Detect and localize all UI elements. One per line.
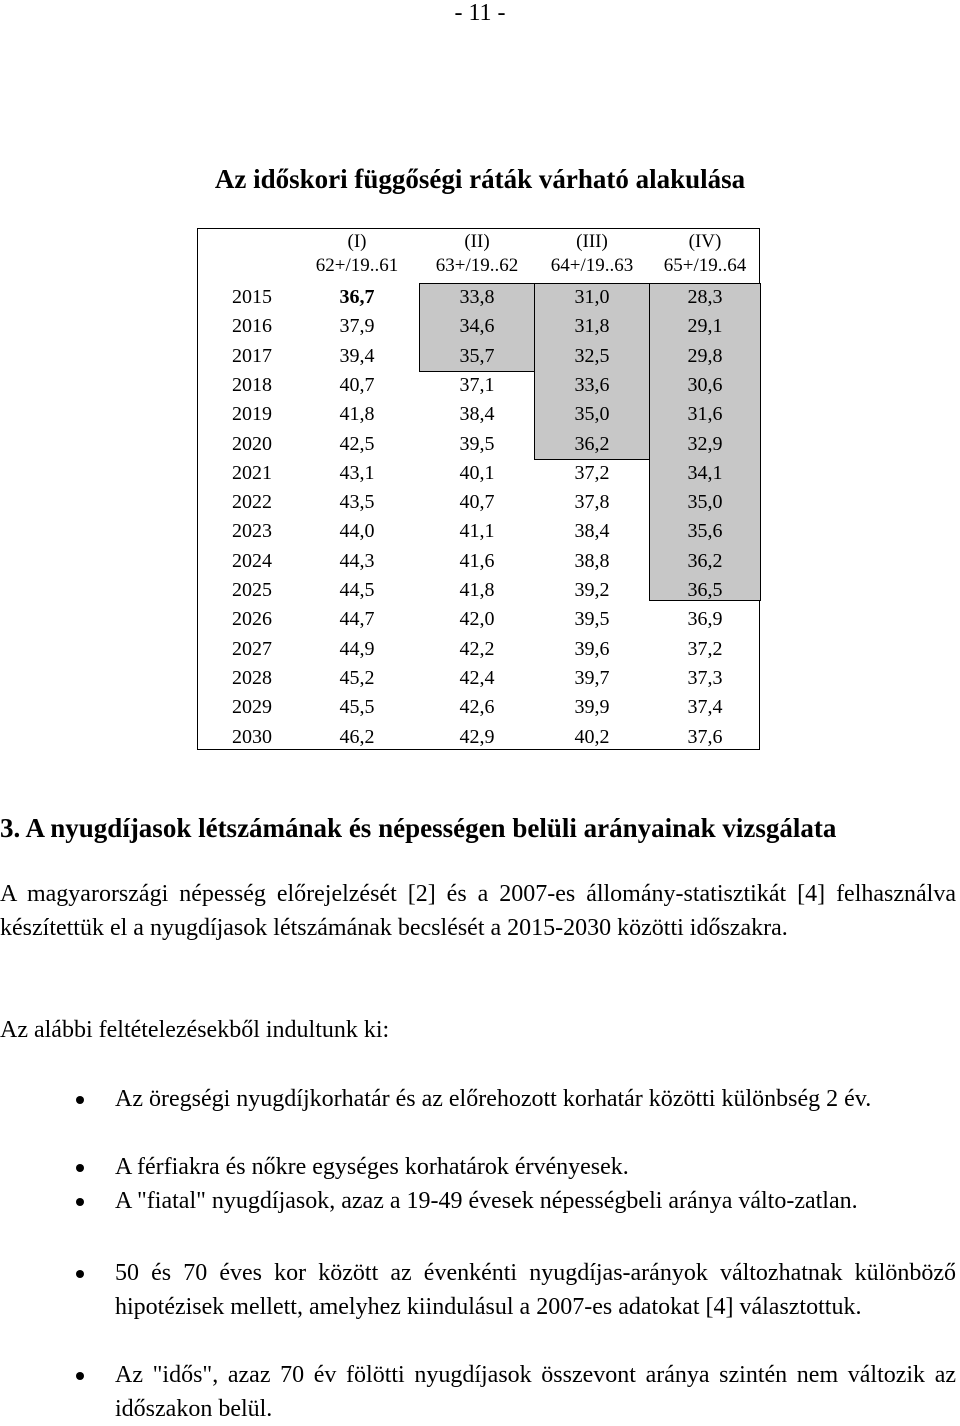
value-cell: 42,2: [459, 637, 495, 660]
value-cell: 34,6: [459, 315, 495, 338]
table-title: Az időskori függőségi ráták várható alakulása: [214, 164, 746, 194]
value-cell: 37,3: [687, 666, 723, 689]
bullet-icon: [76, 1096, 84, 1104]
value-cell: 39,2: [574, 579, 610, 601]
bullet-icon: [76, 1270, 84, 1278]
bullet-item: Az "idős", azaz 70 év fölötti nyugdíjasok összevont aránya szintén nem változik az időszakon belül.: [115, 1362, 956, 1422]
year-cell: 2029: [232, 696, 272, 719]
value-cell: 36,2: [687, 549, 723, 572]
value-cell: 35,6: [687, 520, 723, 543]
column-header-roman: (I): [347, 231, 367, 252]
bullet-item: Az öregségi nyugdíjkorhatár és az előrehozott korhatár közötti különbség 2 év.: [115, 1086, 872, 1112]
value-cell: 31,0: [574, 286, 610, 308]
value-cell: 39,4: [339, 344, 375, 367]
column-header-roman: (II): [464, 231, 490, 252]
column-header-range: 64+/19..63: [550, 255, 634, 276]
value-cell: 40,1: [459, 461, 495, 484]
value-cell: 30,6: [687, 373, 723, 396]
year-cell: 2022: [232, 491, 272, 514]
value-cell: 45,2: [339, 666, 375, 689]
value-cell: 35,0: [687, 491, 723, 514]
value-cell: 41,6: [459, 549, 495, 572]
value-cell: 35,0: [574, 403, 610, 426]
value-cell: 38,4: [459, 403, 495, 426]
value-cell: 36,2: [574, 432, 610, 455]
value-cell: 36,9: [687, 608, 723, 631]
value-cell: 29,1: [687, 315, 723, 338]
bullet-item: A férfiakra és nőkre egységes korhatárok érvényesek.: [115, 1154, 629, 1180]
year-cell: 2024: [232, 549, 272, 572]
value-cell: 42,6: [459, 696, 495, 719]
bullet-icon: [76, 1372, 84, 1380]
assumptions-intro: Az alábbi feltételezésekből indultunk ki:: [0, 1017, 390, 1043]
value-cell: 44,9: [339, 637, 375, 660]
section-heading: 3. A nyugdíjasok létszámának és népességen belüli arányainak vizsgálata: [0, 813, 837, 843]
value-cell: 37,2: [574, 461, 610, 484]
value-cell: 44,7: [339, 608, 375, 631]
value-cell: 41,8: [339, 403, 375, 426]
value-cell: 41,8: [459, 579, 495, 601]
value-cell: 32,9: [687, 432, 723, 455]
value-cell: 41,1: [459, 520, 495, 543]
bullet-icon: [76, 1164, 84, 1172]
value-cell: 39,7: [574, 666, 610, 689]
value-cell: 28,3: [687, 286, 723, 308]
column-header-roman: (IV): [688, 231, 722, 252]
year-cell: 2019: [232, 403, 272, 426]
value-cell: 43,5: [339, 491, 375, 514]
value-cell: 44,0: [339, 520, 375, 543]
value-cell: 33,6: [574, 373, 610, 396]
value-cell: 42,9: [459, 725, 495, 748]
value-cell: 34,1: [687, 461, 723, 484]
value-cell: 37,1: [459, 373, 495, 396]
column-header-range: 62+/19..61: [315, 255, 399, 276]
value-cell: 42,0: [459, 608, 495, 631]
value-cell: 37,4: [687, 696, 723, 719]
value-cell: 43,1: [339, 461, 375, 484]
column-header-range: 63+/19..62: [435, 255, 519, 276]
year-cell: 2016: [232, 315, 272, 338]
value-cell: 39,5: [459, 432, 495, 455]
value-cell: 31,6: [687, 403, 723, 426]
dependency-ratio-table: [197, 228, 760, 750]
bullet-item: A "fiatal" nyugdíjasok, azaz a 19-49 évesek népességbeli aránya válto-zatlan.: [115, 1188, 858, 1214]
column-header-range: 65+/19..64: [663, 255, 747, 276]
value-cell: 33,8: [459, 286, 495, 308]
value-cell: 35,7: [459, 344, 495, 367]
value-cell: 45,5: [339, 696, 375, 719]
year-cell: 2021: [232, 461, 272, 484]
value-cell: 40,2: [574, 725, 610, 748]
value-cell: 37,2: [687, 637, 723, 660]
year-cell: 2027: [232, 637, 272, 660]
year-cell: 2018: [232, 373, 272, 396]
value-cell: 32,5: [574, 344, 610, 367]
year-cell: 2025: [232, 579, 272, 601]
column-header-roman: (III): [576, 231, 608, 252]
value-cell: 31,8: [574, 315, 610, 338]
value-cell: 39,9: [574, 696, 610, 719]
value-cell: 44,3: [339, 549, 375, 572]
value-cell: 36,5: [687, 579, 723, 601]
year-cell: 2023: [232, 520, 272, 543]
value-cell: 39,5: [574, 608, 610, 631]
value-cell: 40,7: [339, 373, 375, 396]
value-cell: 46,2: [339, 725, 375, 748]
value-cell: 42,4: [459, 666, 495, 689]
intro-paragraph: A magyarországi népesség előrejelzését [2] és a 2007-es állomány-statisztikát [4] felhasználva készítettük el a nyugdíjasok létszámának becslését a 2015-2030 közötti időszakra.: [0, 881, 956, 941]
value-cell: 36,7: [339, 286, 375, 308]
value-cell: 37,8: [574, 491, 610, 514]
value-cell: 37,9: [339, 315, 375, 338]
value-cell: 40,7: [459, 491, 495, 514]
value-cell: 42,5: [339, 432, 375, 455]
value-cell: 29,8: [687, 344, 723, 367]
bullet-icon: [76, 1198, 84, 1206]
value-cell: 38,4: [574, 520, 610, 543]
year-cell: 2015: [232, 286, 272, 308]
year-cell: 2017: [232, 344, 272, 367]
value-cell: 44,5: [339, 579, 375, 601]
value-cell: 37,6: [687, 725, 723, 748]
value-cell: 39,6: [574, 637, 610, 660]
bullet-item: 50 és 70 éves kor között az évenkénti nyugdíjas-arányok változhatnak különböző hipotézisek mellett, amelyhez kiindulásul a 2007-es adatokat [4] választottuk.: [115, 1260, 956, 1320]
value-cell: 38,8: [574, 549, 610, 572]
year-cell: 2030: [232, 725, 272, 748]
year-cell: 2026: [232, 608, 272, 631]
page-number: - 11 -: [454, 0, 506, 26]
year-cell: 2020: [232, 432, 272, 455]
year-cell: 2028: [232, 666, 272, 689]
